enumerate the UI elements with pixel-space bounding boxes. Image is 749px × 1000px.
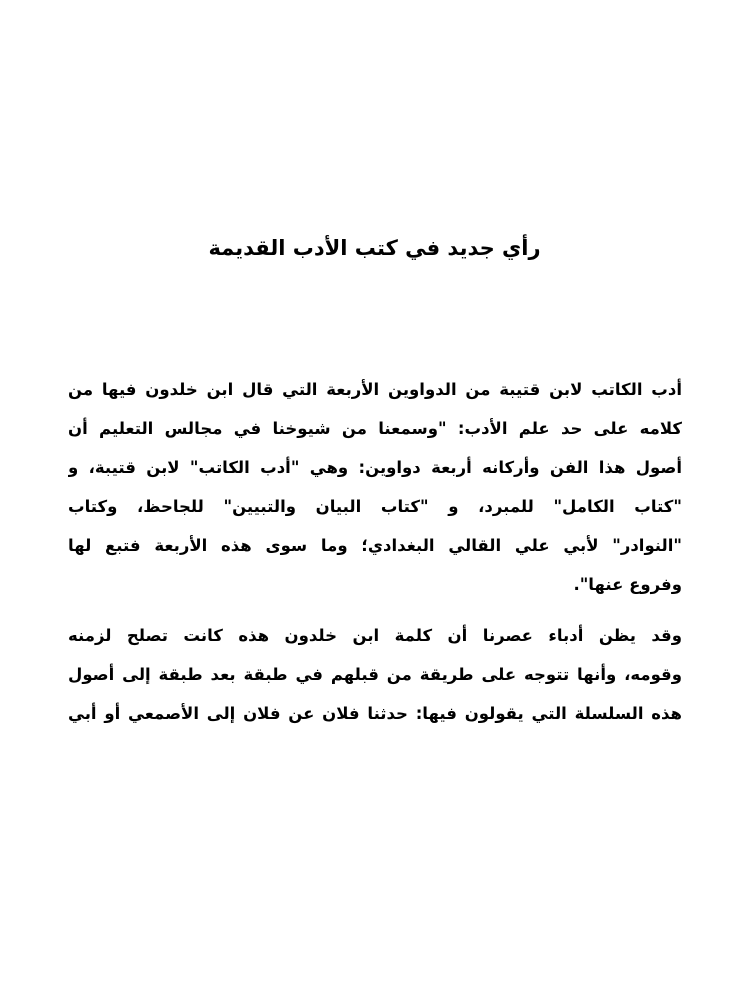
text-line: أصول هذا الفن وأركانه أربعة دواوين: وهي "أدب الكاتب" لابن قتيبة، و [68, 458, 682, 477]
document-title: رأي جديد في كتب الأدب القديمة [208, 236, 541, 260]
text-line: هذه السلسلة التي يقولون فيها: حدثنا فلان عن فلان إلى الأصمعي أو أبي [68, 704, 682, 723]
text-line: وفروع عنها". [573, 575, 682, 594]
text-line: وقد يظن أدباء عصرنا أن كلمة ابن خلدون هذه كانت تصلح لزمنه [68, 626, 682, 645]
document-body [68, 370, 682, 733]
text-line: كلامه على حد علم الأدب: "وسمعنا من شيوخنا في مجالس التعليم أن [68, 419, 682, 438]
paragraph-1 [68, 370, 682, 604]
text-line: وقومه، وأنها تتوجه على طريقة من قبلهم في طبقة بعد طبقة إلى أصول [68, 665, 682, 684]
paragraph-2 [68, 616, 682, 733]
text-line: "النوادر" لأبي علي القالي البغدادي؛ وما سوى هذه الأربعة فتبع لها [68, 536, 682, 555]
text-line: "كتاب الكامل" للمبرد، و "كتاب البيان والتبيين" للجاحظ، وكتاب [68, 497, 682, 516]
text-line: أدب الكاتب لابن قتيبة من الدواوين الأربعة التي قال ابن خلدون فيها من [68, 380, 682, 399]
